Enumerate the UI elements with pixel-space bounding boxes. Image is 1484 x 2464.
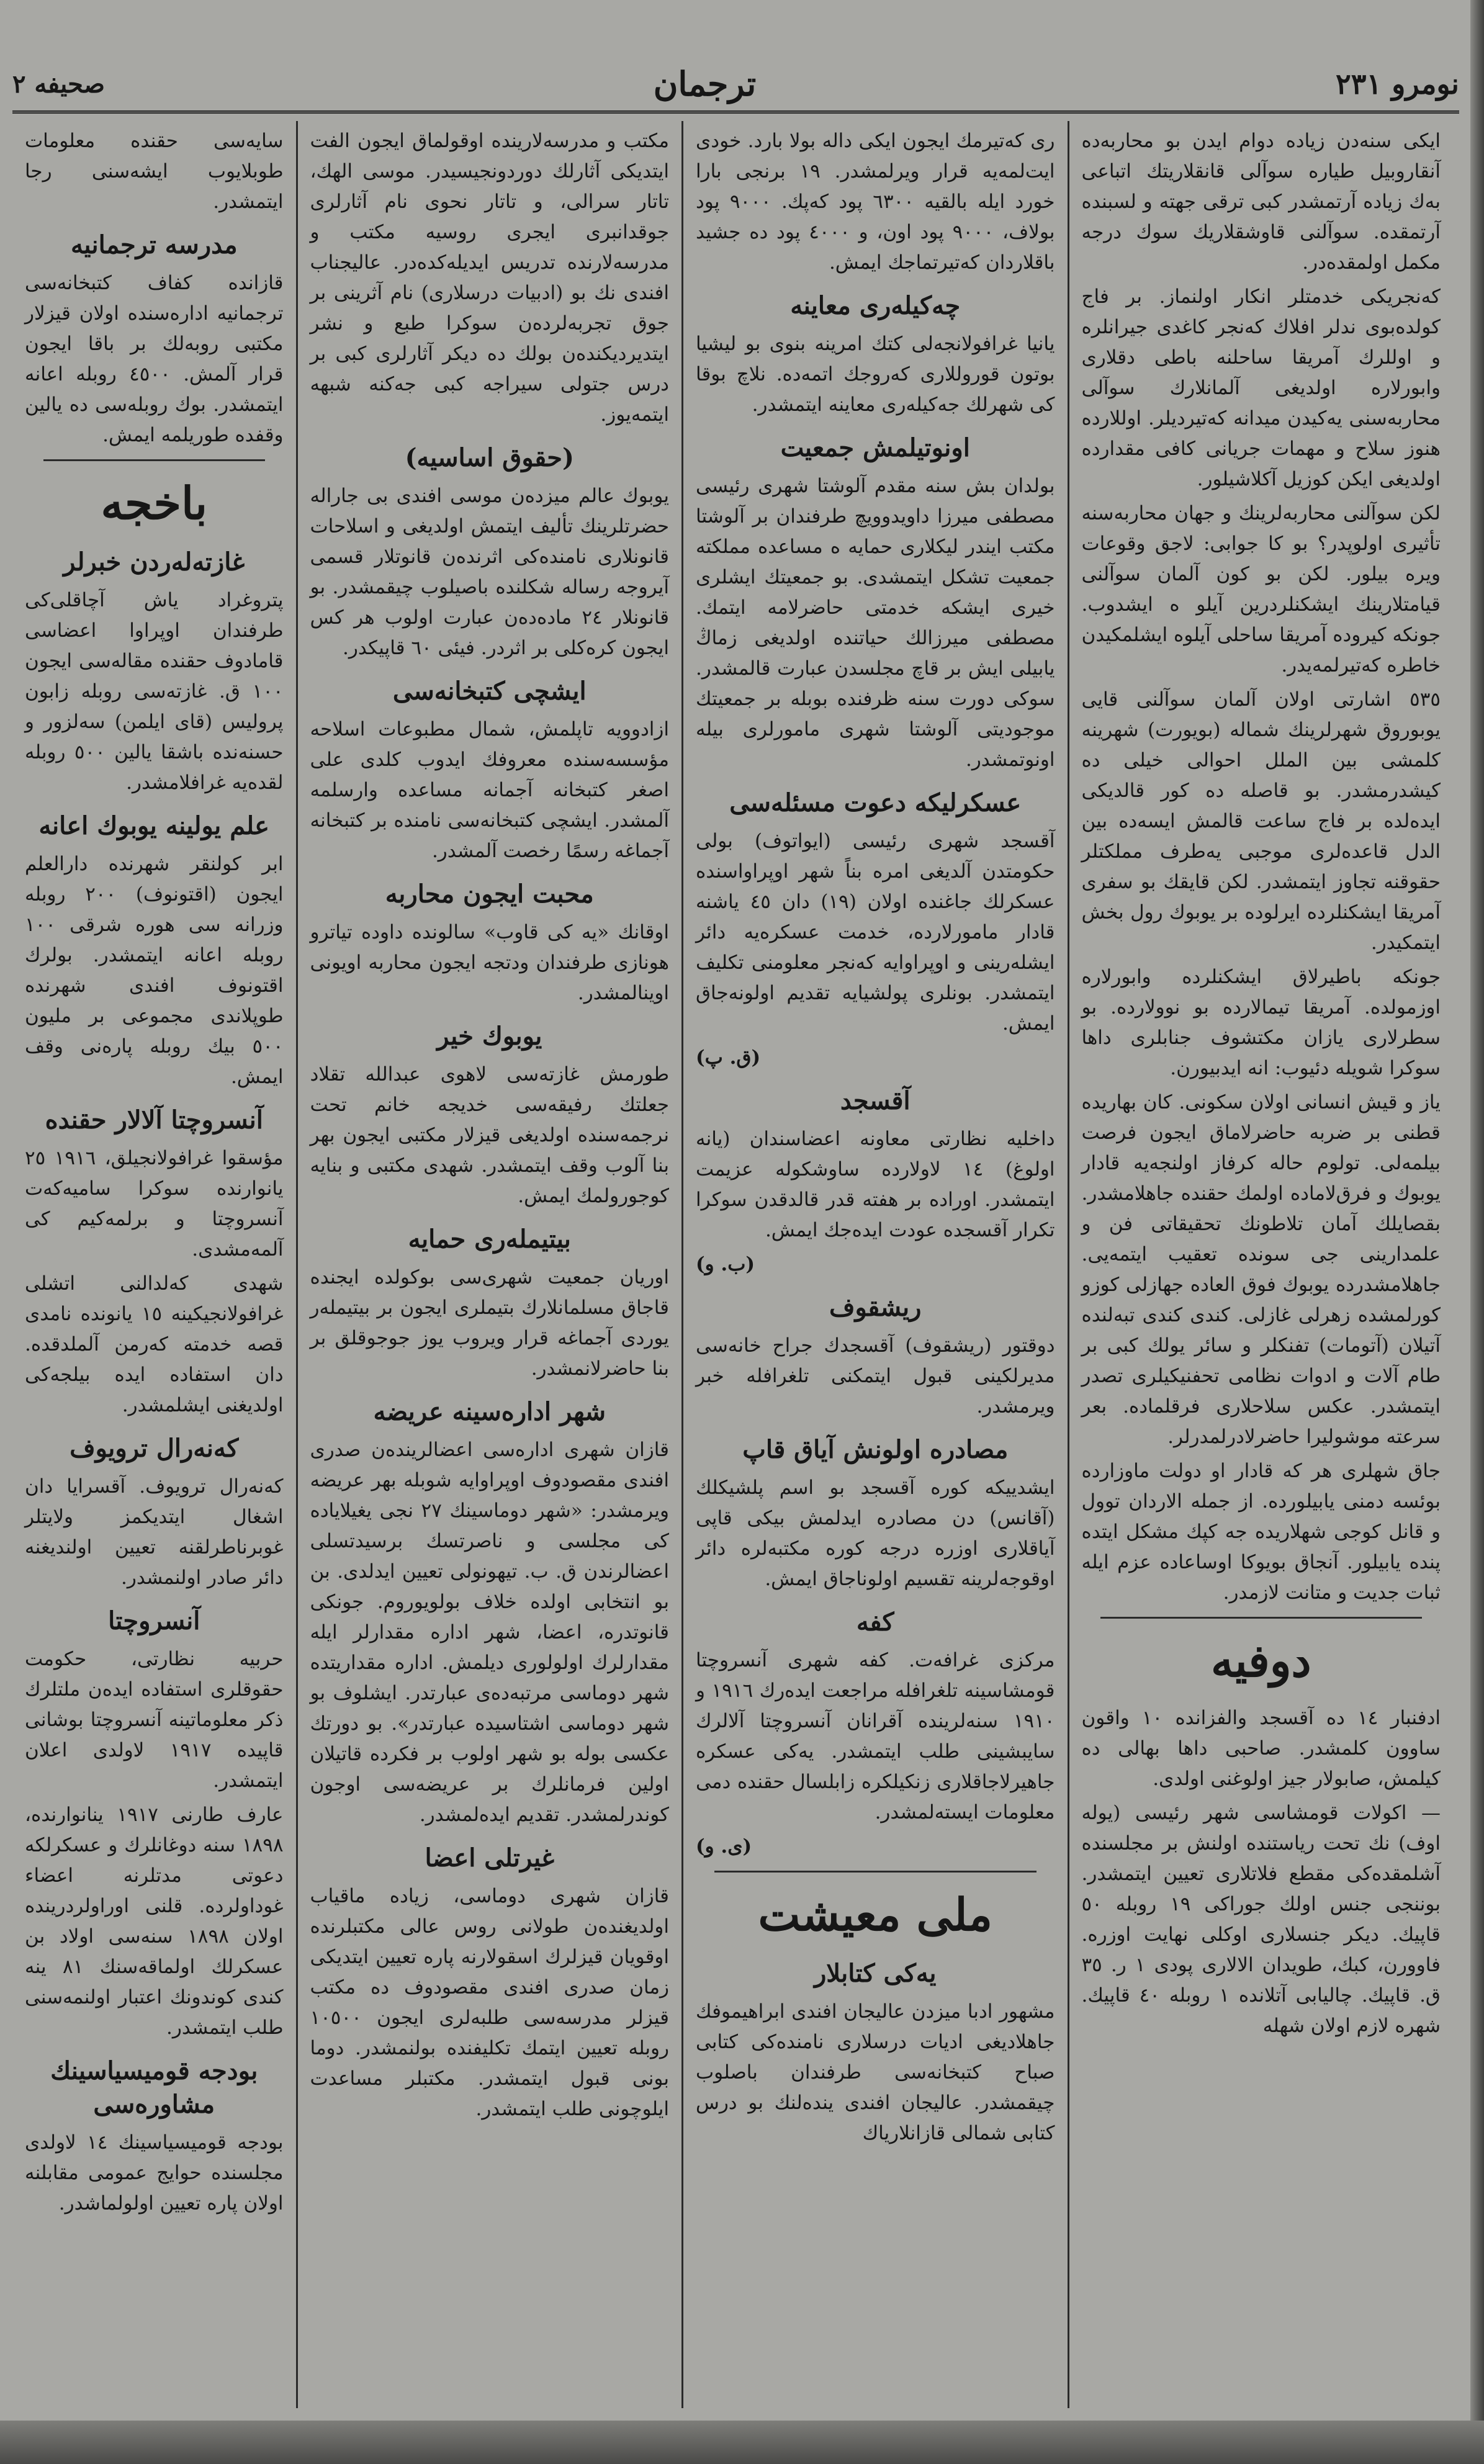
article-heading: مصادره اولونش آياق قاپ [742,1435,1009,1464]
scan-edge-bottom [0,2421,1484,2464]
article-paragraph: مكتب و مدرسه‌لارينده اوقولماق ايجون الفت ايتديكى آثارلك دوردونجيسيدر. موسى الهك، تاتار سرالى، و تاتار نحوى نام آثارلرى جوقدانبرى ايجرى روسيه مكتب و مدرسه‌لارنده تدريس ايديله‌كده‌در. عاليجناب افندى نك بو (ادبيات درسلارى) نام آثرينى بر جوق تجربه‌لرده‌ن سوكرا طبع و نشر ايتديرديكنده‌ن بولك ده ديكر آثارلرى كبى بر درس جتولى سيراجه كبى جه‌كنه شبهه ايتمه‌يوز. [310,130,669,426]
article-heading: غيرتلى اعضا [425,1843,555,1873]
column-4 [12,121,296,2408]
article-paragraph: آقسجد شهرى رئيسى (ايواتوف) بولى حكومتدن آلديغى امره بناً شهر اوپراواسنده عسكرلك جاغنده اولان (١٩) دان ٤٥ ياشنه قادار مامورلارده، خدمت عسكره‌يه دائر ايشله‌رينى و اوپراوايه كه‌نجر معلومنى تكليف ايتمشدر. بونلرى پولشيايه تقديم اولونه‌جاق ايمش. [696,830,1055,1035]
article-paragraph: ياز و قيش انسانى اولان سكونى. كان بهاريده قطنى بر ضربه حاضرلاماق ايجون فرصت بيلمه‌لى. تولوم حاله كرفاز اولنجه‌يه قادار يوبوك و فرق‌لاماده اولمك حقنده جاهلامشدر. بقصايلك آمان تلاطونك تحقيقاتى فن و علمدارينى جى سونده تعقيب ايتمه‌يى. جاهلامشدرده يوبوك فوق العاده جهازلى كوزو كورلمشده زهرلى غازلى. كندى كندى تبه‌لنده آتيلان (آتومات) تفنكلر و سائر يولك كبى بر طام آلات و ادوات نظامى تحفنيكيلرى تصدر ايتمشدر. عكس سلاحلارى فرقلماده. بعر سرعته موشوليرا حاضرلادرلمدرلر. [1081,1091,1441,1448]
article-heading: ملى معيشت [758,1888,992,1941]
article-paragraph: يوبوك عالم ميزده‌ن موسى افندى بى جاراله حضرتلرينك تأليف ايتمش اولديغى و اسلاحات قانونلارى نامنده‌كى اثرنده‌ن قانوتلار قسمى آيروجه رساله شكلنده باصيلوب چيقمشدر. بو قانونلار ٢٤ ماده‌ده‌ن عبارت اولوب هر كس ايجون كره‌كلى بر اثردر. فيئى ٦٠ قاپيكدر. [310,485,669,659]
article-heading: غازته‌له‌ردن خبرلر [63,547,245,577]
article-heading: كفه [856,1607,894,1637]
section-divider [1100,1617,1423,1619]
article-heading: يوبوك خير [437,1022,542,1051]
article-heading: بودجه قوميسياسينك مشاوره‌سى [50,2056,258,2119]
page-marker: صحيفه ٢ [12,69,105,99]
article-heading: آقسجد [840,1086,911,1115]
article-heading: باخجه [101,477,208,529]
article-paragraph: طورمش غازته‌سى لاهوى عبدالله تقلاد جعلتك رفيقه‌سى خديجه خانم تحت نرجمه‌سنده اولديغى قيزلار مكتبى ايجون بهر بنا آلوب وقف ايتمشدر. شهدى مكتبى و بنايه كوجورولمك ايمش. [310,1063,669,1207]
article-paragraph: ايكى سنه‌دن زياده دوام ايدن بو محاربه‌ده آنقاروبيل طياره سوآلى قانقلاريتك اتباعى به‌ك زياده آرتمشدر كبى ترقى جهته و لسبنده آرتمقده. سوآلنى قاوشقلاريك سوك درجه مكمل اولمقده‌در. [1081,130,1441,274]
article-paragraph: اوريان جمعيت شهرى‌سى بوكولده ايجنده قاجاق مسلمانلارك بتيملرى ايجون بر بيتيمله‌ر يوردى آجماغه قرار ويروب يوز جوجوقلق بر بنا حاضرلانمشدر. [310,1266,669,1380]
article-paragraph: مركزى غرافه‌ت. كفه شهرى آنسروچتا قومشاسينه تلغرافله مراجعت ايده‌رك ١٩١٦ و ١٩١٠ سنه‌لرينده آقرانان آنسروچتا آلالرك سايبشينى طلب ايتمشدر. يه‌كى عسكره جاهيرلاجاقلارى زنكيلكره زابلسال حقنده دمى معلومات ايسته‌لمشدر. [696,1649,1055,1823]
article-paragraph: حربيه نظارتى، حكومت حقوقلرى استفاده ايده‌ن ملتلرك ذكر معلوماتينه آنسروچتا بوشانى قاپيده ١٩١٧ لاولدى اعلان ايتمشدر. [24,1648,284,1792]
article-paragraph: لكن سوآلنى محاربه‌لرينك و جهان محاربه‌سنه تأثيرى اولوپدر؟ بو كا جوابى: لاجق وقوعات ويره بيلور. لكن بو كون آلمان سوآلنى قيامتلارينك ايشكنلردرين آيلو ه ايشدوب. جونكه كيروده آمريقا ساحلى آيلوه ايشلمكيدن خاطره كه‌تيرلمه‌يدر. [1081,502,1441,677]
article-heading: چه‌كيله‌رى معاينه [790,291,961,320]
article-paragraph: پتروغراد ياش آچاقلى‌كى طرفندان اوپراوا اعضاسى قامادوف حقنده مقاله‌سى ايجون ١٠٠ ق. غازته‌سى روبله زابون پروليس (قاى ايلمن) سه‌لزور و حسنه‌نده باشقا يالين ٥٠٠ روبله لقده‌يه غرافلامشدر. [24,589,284,794]
scan-edge-right [1470,0,1484,2464]
article-heading: (حقوق اساسيه) [405,443,574,472]
article-heading: عسكرليكه دعوت مسئله‌سى [729,788,1022,817]
article-heading: ايشچى كتبخانه‌سى [392,677,587,706]
article-paragraph: ايشدييكه كوره آقسجد بو اسم پلشيكلك (آقانس) دن مصادره ايدلمش بيكى قاپى آياقلارى اوزره درجه كوره مكتبه‌لره دائر اوقوجه‌لرينه تقسيم اولوناجاق ايمش. [696,1477,1055,1590]
article-paragraph: ابر كولنقر شهرنده دارالعلم ايجون (اقتونوف) ٢٠٠ روبله وزرانه سى هوره شرقى ١٠٠ روبله اعانه ايتمشدر. بولرك اقتونوف افندى شهرنده طوپلاندى مجموعى بر مليون ٥٠٠ بيك روبله پاره‌نى وقف ايمش. [24,853,284,1088]
article-paragraph: قازانده كفاف كتبخانه‌سى ترجمانيه اداره‌سنده اولان قيزلار مكتبى روبه‌لك بر باقا ايجون قرار آلمش. ٤٥٠٠ روبله اعانه ايتمشدر. بوك روبله‌سى ده يالين وقفده طوريلمه ايمش. [24,272,284,446]
article-heading: شهر اداره‌سينه عريضه [373,1397,606,1426]
column-2 [681,121,1068,2408]
article-paragraph: مشهور ادبا ميزدن عاليجان افندى ابراهيموفك جاهلاديغى اديات درسلارى نامنده‌كى كتابى صباح كتبخانه‌سى طرفندان باصلوب چيقمشدر. عاليجان افندى ينده‌لنك بو درس كتابى شمالى قازانلارياك [696,2000,1055,2144]
article-signature: (ب. و) [696,1253,755,1275]
article-heading: آنسروچتا [108,1606,200,1635]
article-paragraph: رى كه‌تيرمك ايجون ايكى داله بولا بارد. خودى ايت‌لمه‌يه قرار ويرلمشدر. ١٩ برنجى بارا خورد ايله بالقيه ٦٣٠٠ پود كه‌پك. ٩٠٠٠ پود بولاف، ٩٠٠٠ پود اون، و ٤٠٠٠ پود ده جشيد باقلاردان كه‌تيرتماجك ايمش. [696,130,1055,274]
section-divider [43,459,265,461]
article-heading: دوفيه [1210,1634,1311,1687]
article-paragraph: بولدان بش سنه مقدم آلوشتا شهرى رئيسى مصطفى ميرزا داويدوويچ طرفندان بر آلوشتا مكتب ايندر ليكلارى حمايه ه مساعده مملكته جمعيت تشكل ايتمشدى. بو جمعيتك ايشلرى خيرى ايشكه خدمتى حاضرلامه ايتمك. مصطفى ميرزالك حياتنده اولديغى زماڭ يابيلى ايش بر قاچ مجلسدن عبارت قالمشدر. سوكى دورت سنه ظرفنده بوبله بر جمعيتك موجوديتى آلوشتا شهرى مامورلرى بيله اونوتمشدر. [696,475,1055,771]
article-heading: بيتيمله‌رى حمايه [408,1225,571,1254]
column-3 [296,121,682,2408]
article-paragraph: مؤسقوا غرافولانجيلق، ١٩١٦ ٢٥ يانوارنده سوكرا ساميه‌كه‌ت آنسروچتا و برلمه‌كيم كى آلمه‌مشدى. [24,1147,284,1261]
article-heading: محبت ايجون محاربه [385,879,594,909]
article-heading: مدرسه ترجمانيه [70,230,238,259]
article-paragraph: — اكولات قومشاسى شهر رئيسى (يوله اوف) نك تحت رياستنده اولنش بر مجلسنده آشلمقده‌كى مقطع فلاتلارى تعيين ايتمشدر. بوننجى جنس اولك جوراكى ١٩ روبله ٥٠ قاپيك. ديكر جنسلارى اوكلى نهايت اوزره. فاوورن، كبك، طويدان الالارى پودى ١ ر. ٣٥ ق. قاپيك. چاليابى آتلانده ١ روبله ٤٠ قاپيك. شهره لازم اولان شهله [1081,1802,1441,2037]
article-paragraph: قازان شهرى دوماسى، زياده ماقياب اولديغنده‌ن طولانى روس عالى مكتبلرنده اوقويان قيزلرك اسقولارنه پاره تعيين ايتديكى زمان صدرى افندى مقصودوف ده مكتب قيزلر مدرسه‌سى طلبه‌لرى ايجون ١٠٥٠٠ روبله تعيين ايتمك تكليفنده بولنمشدر. دوما بونى قبول ايتمشدر. مكتبلر مساعدت ايلوچونى طلب ايتمشدر. [310,1885,669,2120]
article-heading: علم يولينه يوبوك اعانه [38,811,269,840]
article-paragraph: قازان شهرى اداره‌سى اعضالرينده‌ن صدرى افندى مقصودوف اوپراوايه شوبله بهر عريضه ويرمشدر: «شهر دوماسينك ٢٧ نجى يغيلاياده كى مجلسى و ناصرتسك برسيدتسلى اعضالرندن ق. ب. تيهونولى تعيين ايدلدى. بن بو انتخابى اولده خلاف بولويوروم. جونكى قانوتدره، اعضا، شهر اداره مقدارلر ايله مقدارلرك اولولورى ديلمش. اداره مقداريتده شهر دوماسى مرتبه‌ده‌ى عبارتدر. ايشلوف بو شهر دوماسى اشتاسيده عبارتدر». بو دورتك عكسى بوله بو شهر اولوب بر فكرده قاتيلان اولين فرمانلرك بر عريضه‌سى اوجون كوندرلمشدر. تقديم ايده‌لمشدر. [310,1439,669,1826]
issue-number: نومرو ٢٣١ [1336,67,1459,101]
article-paragraph: دوقتور (ريشقوف) آقسجدك جراح خانه‌سى مديرلكينى قبول ايتمكنى تلغرافله خبر ويرمشدر. [696,1334,1055,1418]
article-heading: يه‌كى كتابلار [814,1959,937,1988]
article-paragraph: ازادوويه تاپلمش، شمال مطبوعات اسلاحه مؤسسه‌سنده معروفك ايدوب كلدى على اصغر كتبخانه آجمانه مساعده وارسلمه آلمشدر. ايشچى كتبخانه‌سى نامنده بر كتبخانه آجماغه رسمًا رخصت آلمشدر. [310,718,669,862]
article-paragraph: سايه‌سى حقنده معلومات طوبلايوب ايشه‌سنى رجا ايتمشدر. [24,130,284,213]
article-paragraph: يانيا غرافولانجه‌لى كتك امرينه بنوى بو ليشيا بوتون قوروللارى كه‌روجك اتمه‌ده. نلاچ بوقا كى شهرلك جه‌كيله‌رى معاينه ايتمشدر. [696,333,1055,416]
column-1 [1068,121,1454,2408]
article-signature: (ى. و) [696,1835,752,1858]
article-heading: اونوتيلمش جمعيت [780,433,970,462]
article-paragraph: جاق شهلرى هر كه قادار او دولت ماوزارده بوئسه دمنى يابيلورده. از جمله الاردان توول و قانل كوجى شهلاريده جه كپك مشكل ايتده پنده يابيلور. آنجاق بويوكا اوساعاده عزم ايله ثبات جديت و متانت لازمدر. [1081,1460,1441,1604]
article-paragraph: عارف طارنى ١٩١٧ ينانوارنده، ١٨٩٨ سنه دوغانلرك و عسكرلكه دعوتى مدتلرنه اعضاء غوداولرده. قلنى اوراولردرينده اولان ١٨٩٨ سنه‌سى اولاد بن عسكرلك اولماقه‌سنك ٨١ ينه كندى كوندونك اعتبار اولنمه‌سنى طلب ايتمشدر. [24,1804,284,2039]
article-paragraph: ادفنبار ١٤ ده آقسجد والفزانده ١٠ واقون ساوون كلمشدر. صاحبى داها بهالى ده كيلمش، صابولار جيز اولوغنى اولدى. [1081,1707,1441,1790]
article-paragraph: جونكه باطيرلاق ايشكنلرده وابورلاره اوزمولده. آمريقا تيمالارده بو نوولارده. بو سطرلارى يازان مكتشوف جنابلرى داها سوكرا شويله دئيوب: انه ايدبيورن. [1081,966,1441,1079]
article-paragraph: بودجه قوميسياسينك ١٤ لاولدى مجلسنده حوايج عمومى مقابلنه اولان پاره تعيين اولولماشدر. [24,2131,284,2214]
article-paragraph: اوقانك «يه كى قاوب» سالونده داوده تياترو هونازى طرفندان ودتجه ايجون محاربه اويونى اوينالمشدر. [310,921,669,1004]
article-heading: كه‌نه‌رال ترويوف [70,1434,239,1463]
article-heading: ريشقوف [829,1293,922,1322]
article-paragraph: داخليه نظارتى معاونه اعضاسندان (يانه اولوغ) ١٤ لاولارده ساوشكوله عزيمت ايتمشدر. اوراده بر هفته قدر قالدقدن سوكرا تكرار آقسجده عودت ايده‌جك ايمش. [696,1128,1055,1241]
article-paragraph: كه‌نجريكى خدمتلر انكار اولنماز. بر فاج كولده‌بوى ندلر افلاك كه‌نجر كاغدى جيرانلره و اوللرك آمريقا ساحلنه باطى دقلارى وابورلاره اولديغى آلمانلارك سوآلى محاربه‌سنى يه‌كيدن ميدانه كه‌تيرديلر. اوللارده هنوز سلاح و مهمات جريانى كافى مقدارده اولديغى ايكن كوزيل آكلاشيلور. [1081,286,1441,490]
article-heading: آنسروچتا آلالار حقنده [45,1105,263,1135]
masthead-rule [12,110,1459,114]
article-paragraph: شهدى كه‌لدالنى اتشلى غرافولانجيكينه ١٥ يانونده نامدى قصه خدمته كه‌رمن آلملدقده. دان استفاده ايده بيلجه‌كى اولديغنى ايشلمشدر. [24,1272,284,1416]
article-paragraph: ٥٣٥ اشارتى اولان آلمان سوآلنى قايى يوبوروق شهرلرينك شماله (بويورت) شهرينه كلمشى بين الملل احوالى خيلى ده كيشدرمشدر. بو قاصله ده كور قالديكى ايده‌لده بر فاج ساعت قالمش ايسه‌ده بين الدل قاعده‌لرى موجبى يه‌طرف مملكتلر حقوقنه تجاوز ايتمشدر. لكن قايقك بو سفرى آمريقا ايشكنلرده ايرلوده بر يوبوك رول بخش ايتمكيدر. [1081,688,1441,954]
article-paragraph: كه‌نه‌رال ترويوف. آقسرايا دان اشغال ايتديكمز ولايتلر غوبرناطرلقنه تعيين اولنديغنه دائر صادر اولنمشدر. [24,1475,284,1589]
article-signature: (ق. پ) [696,1046,761,1069]
columns [12,121,1453,2408]
masthead [12,56,1459,112]
section-divider [714,1871,1037,1873]
newspaper-title: ترجمان [653,64,757,104]
